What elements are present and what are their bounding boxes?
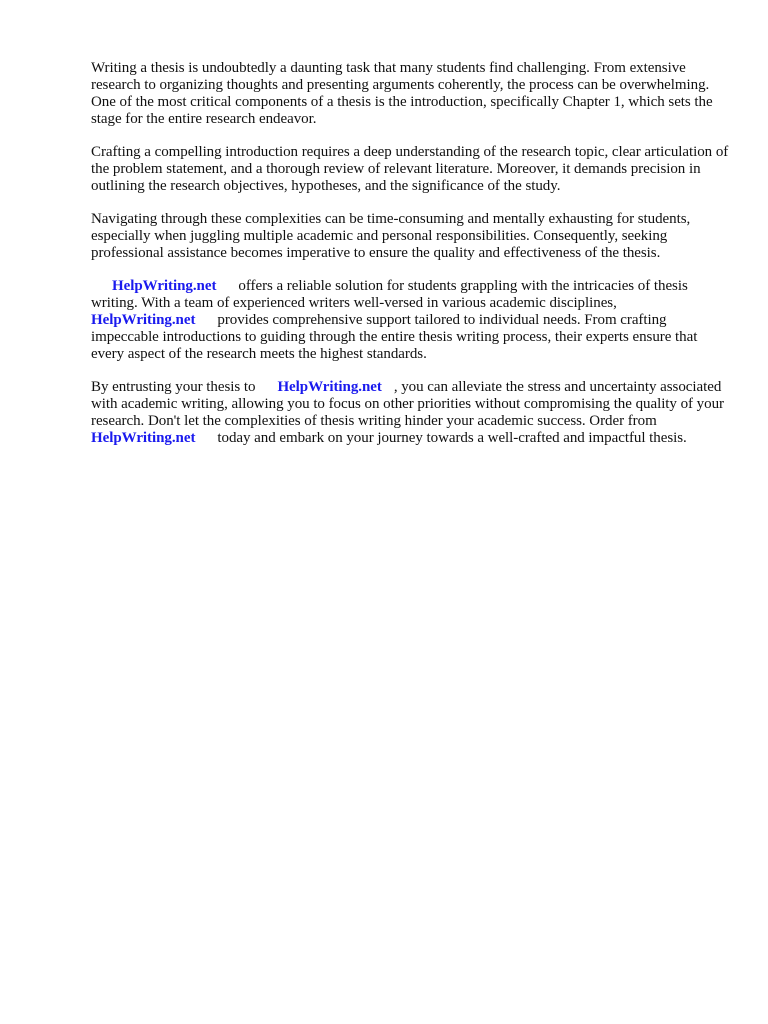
paragraph-text: , you can alleviate the stress and uncertainty associated with academic writing, allowing you to focus on other priorities without compromising the quality of your research. Don't let the complexities of thesis writing hinder your academic success. Order from: [91, 379, 724, 429]
paragraph-helpwriting-offer: [91, 278, 731, 363]
paragraph-introduction-requirements: Crafting a compelling introduction requires a deep understanding of the research topic, clear articulation of the problem statement, and a thorough review of relevant literature. Moreover, it demands precision in outlining the research objectives, hypotheses, and the significance of the study.: [91, 144, 729, 194]
paragraph-intro: Writing a thesis is undoubtedly a daunting task that many students find challenging. From extensive research to organizing thoughts and presenting arguments coherently, the process can be overwhelming. One of the most critical components of a thesis is the introduction, specifically Chapter 1, which sets the stage for the entire research endeavor.: [91, 60, 713, 127]
paragraph-text: today and embark on your journey towards a well-crafted and impactful thesis.: [217, 430, 687, 446]
helpwriting-link[interactable]: HelpWriting.net: [91, 312, 196, 328]
helpwriting-link[interactable]: HelpWriting.net: [112, 278, 217, 294]
paragraph-text: provides comprehensive support tailored to individual needs. From crafting impeccable introductions to guiding through the entire thesis writing process, their experts ensure that every aspect of the research meets the highest standards.: [91, 312, 698, 362]
paragraph-complexities: Navigating through these complexities can be time-consuming and mentally exhausting for students, especially when juggling multiple academic and personal responsibilities. Consequently, seeking professional assistance becomes imperative to ensure the quality and effectiveness of the thesis.: [91, 211, 691, 261]
paragraph-text: offers a reliable solution for students grappling with the intricacies of thesis writing. With a team of experienced writers well-versed in various academic disciplines,: [91, 278, 688, 311]
paragraph-text: By entrusting your thesis to: [91, 379, 256, 395]
helpwriting-link[interactable]: HelpWriting.net: [277, 379, 382, 395]
helpwriting-link[interactable]: HelpWriting.net: [91, 430, 196, 446]
document-page: [91, 60, 731, 463]
paragraph-entrusting: [91, 379, 731, 447]
